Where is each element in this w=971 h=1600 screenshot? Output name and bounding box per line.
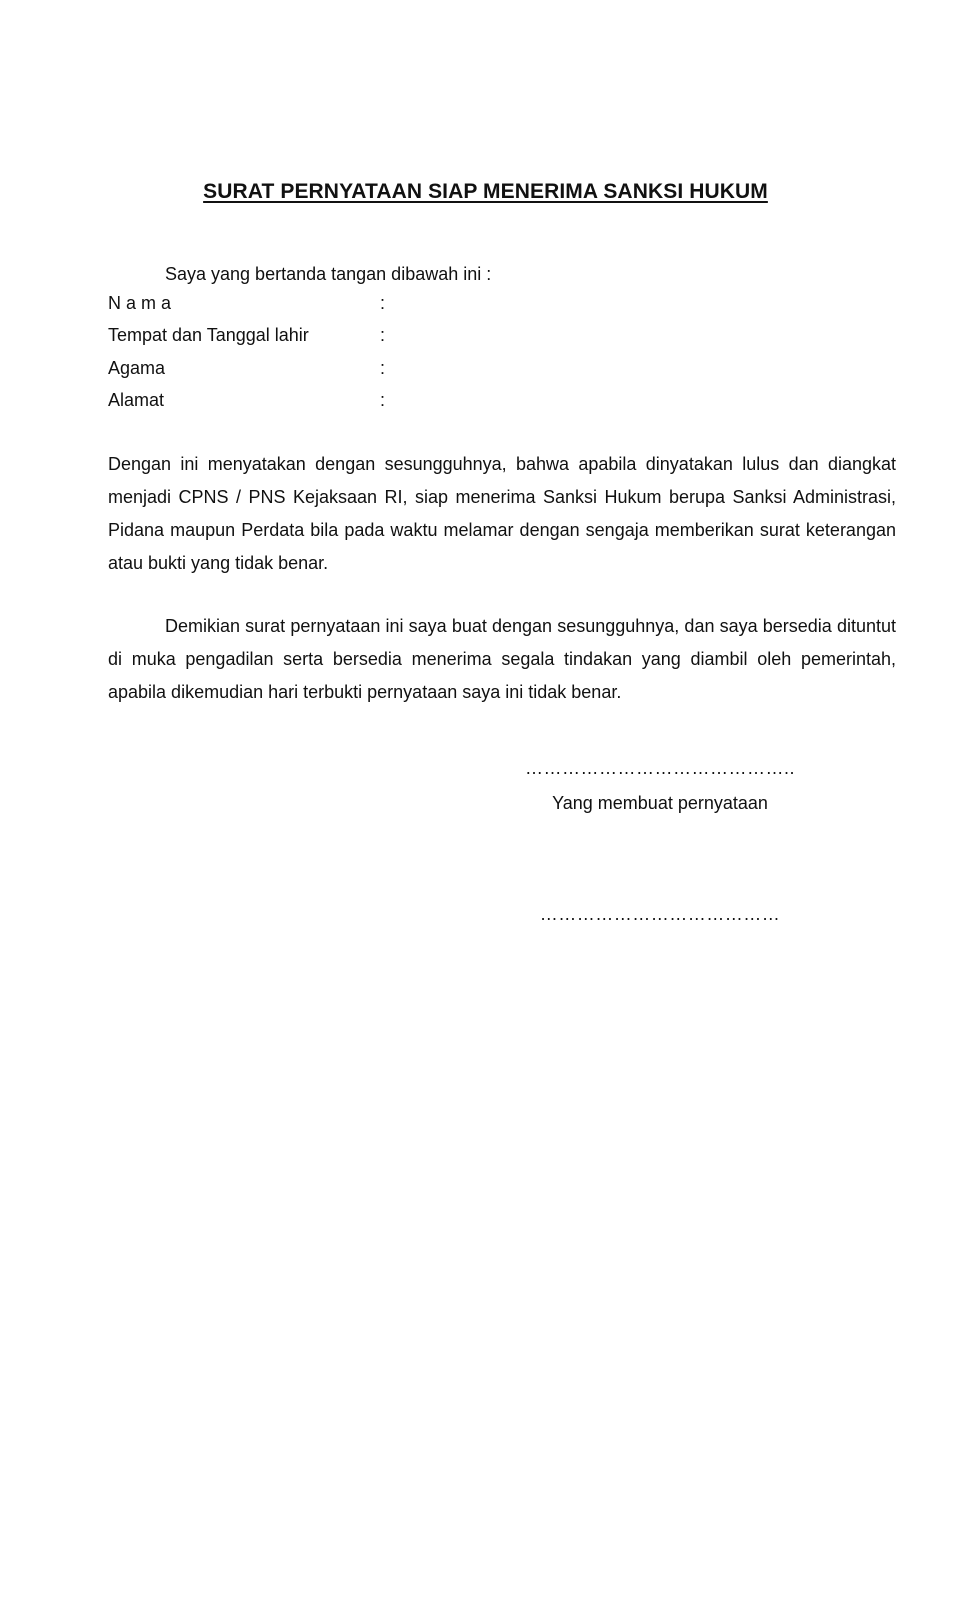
field-colon: : (380, 325, 386, 345)
field-row-alamat (108, 390, 908, 414)
signature-caption: Yang membuat pernyataan (552, 793, 768, 813)
field-label-agama: Agama (108, 358, 166, 378)
field-colon: : (380, 293, 386, 313)
document-title: SURAT PERNYATAAN SIAP MENERIMA SANKSI HUKUM (203, 180, 768, 203)
field-colon: : (380, 358, 386, 378)
place-date-placeholder: …………………………………….. (524, 758, 795, 778)
field-label-tempat-tanggal-lahir: Tempat dan Tanggal lahir (108, 325, 309, 345)
field-colon: : (380, 390, 386, 410)
statement-paragraph: Dengan ini menyatakan dengan sesungguhnya, bahwa apabila dinyatakan lulus dan diangkat menjadi CPNS / PNS Kejaksaan RI, siap menerima Sanksi Hukum berupa Sanksi Administrasi, Pidana maupun Perdata bila pada waktu melamar dengan sengaja memberikan surat keterangan atau bukti yang tidak benar. (108, 454, 896, 573)
closing-paragraph: Demikian surat pernyataan ini saya buat dengan sesungguhnya, dan saya bersedia dituntut di muka pengadilan serta bersedia menerima segala tindakan yang diambil oleh pemerintah, apabila dikemudian hari terbukti pernyataan saya ini tidak benar. (108, 616, 896, 702)
field-label-alamat: Alamat (108, 390, 165, 410)
field-row-nama (108, 293, 908, 317)
intro-line: Saya yang bertanda tangan dibawah ini : (165, 264, 492, 284)
field-label-nama: N a m a (108, 293, 172, 313)
field-row-agama (108, 358, 908, 382)
signatory-name-placeholder: ………………………………… (539, 904, 781, 924)
field-row-tempat-tanggal-lahir (108, 325, 908, 349)
